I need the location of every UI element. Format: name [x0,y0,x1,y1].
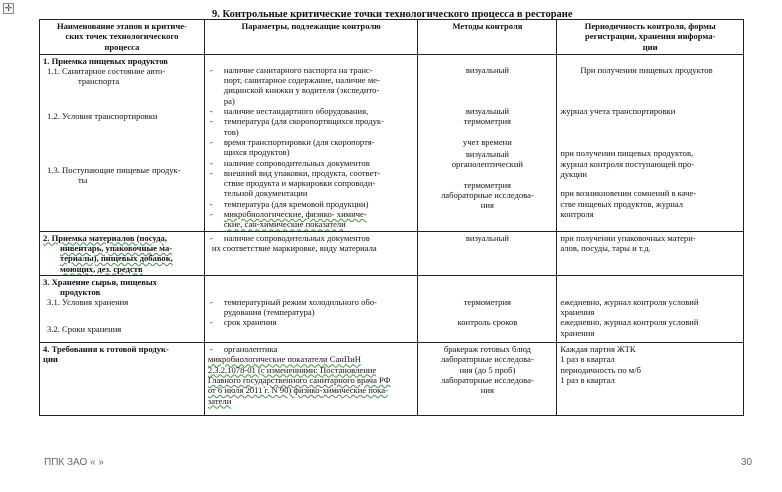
param-item: - внешний вид упаковки, продукта, соответ- ствие продукта и маркировки сопроводи- тельной документации [208,168,415,199]
table-header-row [40,20,744,55]
param-item: - срок хранения [208,317,415,327]
header-periodicity: Периодичность контроля, формы регистрации, хранения информа- ции [557,20,744,55]
table-row [40,54,744,231]
methods-cell: визуальный [418,231,557,275]
control-points-table [39,19,744,416]
param-item: - микробиологические, физико- химиче- ские, сан-химические показатели [208,209,415,230]
document-title: 9. Контрольные критические точки технологического процесса в ресторане [212,9,573,20]
methods-cell: визуальный визуальный термометрия учет времени визуальный органолептический термометрия лабораторные исследова- ния [418,54,557,231]
table-row [40,231,744,275]
header-methods: Методы контроля [418,20,557,55]
param-item: - наличие сопроводительных документов [208,158,415,168]
periodicity-cell: Каждая партия ЖТК 1 раз в квартал периодичность по м/б 1 раз в квартал [557,343,744,416]
table-row [40,343,744,416]
stage-cell: 3. Хранение сырья, пищевых продуктов 3.1. Условия хранения 3.2. Сроки хранения [40,275,205,342]
param-item: - наличие сопроводительных документов [208,233,415,243]
param-item: - температура (для кремовой продукции) [208,199,415,209]
methods-cell: бракераж готовых блюд лабораторные исследова- ния (до 5 проб) лабораторные исследова- ния [418,343,557,416]
table-row [40,275,744,342]
parameters-cell: - наличие сопроводительных документов их соответствие маркировке, виду материала [204,231,418,275]
methods-cell: термометрия контроль сроков [418,275,557,342]
stage-cell: 1. Приемка пищевых продуктов 1.1. Санитарное состояние авто- транспорта 1.2. Условия транспортировки 1.3. Поступающие пищевые продук- ты [40,54,205,231]
header-stage: Наименование этапов и критиче- ских точек технологического процесса [40,20,205,55]
parameters-cell: - органолептика микробиологические показатели СанПиН 2.3.2.1078-01 (с изменениями: Постановление Главного государственного санитарного врача РФ от 6 июля 2011 г. N 90) физико-химические пока- затели [204,343,418,416]
page-number: 30 [741,457,753,468]
periodicity-cell: при получении упаковочных матери- алов, посуды, тары и т.д. [557,231,744,275]
param-item: - наличие санитарного паспорта на транс- порт, санитарное содержание, наличие ме- дицинской книжки у водителя (экспедито- ра) [208,65,415,106]
param-item: - температурный режим холодильного обо- рудования (температура) [208,297,415,318]
periodicity-cell: ежедневно, журнал контроля условий хранения ежедневно, журнал контроля условий хранения [557,275,744,342]
footer-company: ППК ЗАО « » [44,457,104,468]
param-item: - наличие нестандартного оборудования, [208,106,415,116]
parameters-cell [204,54,418,231]
parameters-cell [204,275,418,342]
stage-cell: 2. Приемка материалов (посуда, инвентарь, упаковочные ма- териалы), пищевых добавок, моющих, дез. средств [40,231,205,275]
param-item: - время транспортировки (для скоропортя- щихся продуктов) [208,137,415,158]
header-parameters: Параметры, подлежащие контролю [204,20,418,55]
stage-cell: 4. Требования к готовой продук- ции [40,343,205,416]
periodicity-cell: При получении пищевых продуктов журнал учета транспортировки при получении пищевых продуктов, журнал контроля поступающей про- дукции при возникновении сомнений в каче- стве пищевых продуктов, журнал контроля [557,54,744,231]
param-item: - температура (для скоропортящихся продук- тов) [208,116,415,137]
table-move-handle[interactable]: ✛ [4,4,13,14]
param-item: - органолептика [208,344,415,354]
